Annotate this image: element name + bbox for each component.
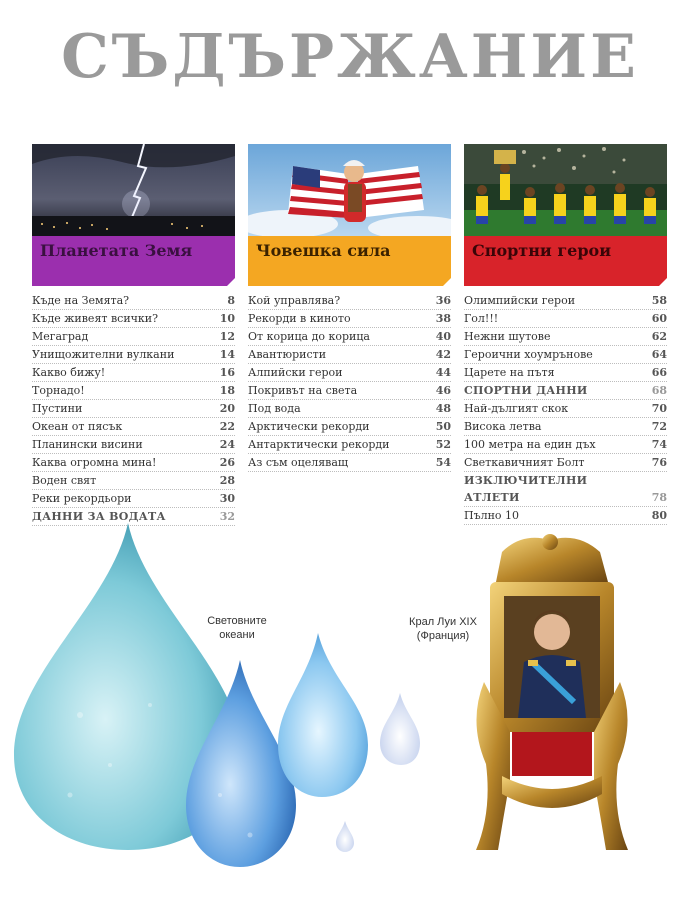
toc-item[interactable]: Най-дългият скок 70 — [464, 400, 667, 418]
toc-list — [464, 292, 667, 525]
right-water-drop — [278, 633, 368, 797]
toc-item[interactable]: Царете на пътя 66 — [464, 364, 667, 382]
toc-item[interactable]: Торнадо! 18 — [32, 382, 235, 400]
toc-item[interactable]: Светкавичният Болт 76 — [464, 454, 667, 472]
toc-item[interactable]: Океан от пясък 22 — [32, 418, 235, 436]
toc-item[interactable]: Гол!!! 60 — [464, 310, 667, 328]
toc-item[interactable]: Къде на Земята? 8 — [32, 292, 235, 310]
climber-with-flag-photo — [248, 144, 451, 236]
toc-item[interactable]: Нежни шутове 62 — [464, 328, 667, 346]
toc-item[interactable]: Антарктически рекорди 52 — [248, 436, 451, 454]
small-water-drop — [380, 693, 420, 765]
toc-item[interactable]: Под вода 48 — [248, 400, 451, 418]
toc-item[interactable]: Алпийски герои 44 — [248, 364, 451, 382]
toc-item[interactable]: Пълно 10 80 — [464, 507, 667, 525]
toc-item[interactable]: ИЗКЛЮЧИТЕЛНИ АТЛЕТИ 78 — [464, 472, 667, 507]
section-band — [32, 236, 235, 286]
toc-item[interactable]: Пустини 20 — [32, 400, 235, 418]
toc-list — [248, 292, 451, 472]
toc-item[interactable]: Олимпийски герои 58 — [464, 292, 667, 310]
toc-item[interactable]: Арктически рекорди 50 — [248, 418, 451, 436]
toc-item[interactable]: Авантюристи 42 — [248, 346, 451, 364]
toc-item[interactable]: Аз съм оцеляващ 54 — [248, 454, 451, 472]
toc-item[interactable]: Къде живеят всички? 10 — [32, 310, 235, 328]
toc-item[interactable]: Унищожителни вулкани 14 — [32, 346, 235, 364]
toc-item[interactable]: ДАННИ ЗА ВОДАТА 32 — [32, 508, 235, 526]
section-title: Планетата Земя — [40, 241, 193, 260]
toc-item[interactable]: Планински висини 24 — [32, 436, 235, 454]
section-human-power — [248, 144, 451, 472]
toc-item[interactable]: Какво бижу! 16 — [32, 364, 235, 382]
toc-item[interactable]: Висока летва 72 — [464, 418, 667, 436]
toc-item[interactable]: Рекорди в киното 38 — [248, 310, 451, 328]
toc-item[interactable]: СПОРТНИ ДАННИ 68 — [464, 382, 667, 400]
toc-item[interactable]: Покривът на света 46 — [248, 382, 451, 400]
football-celebration-photo — [464, 144, 667, 236]
oceans-caption: Световните океани — [207, 615, 267, 641]
page-title: СЪДЪРЖАНИЕ — [61, 22, 639, 92]
toc-item[interactable]: От корица до корица 40 — [248, 328, 451, 346]
toc-list — [32, 292, 235, 526]
toc-item[interactable]: 100 метра на един дъх 74 — [464, 436, 667, 454]
water-drops-illustration — [0, 515, 440, 894]
lightning-storm-photo — [32, 144, 235, 236]
section-band — [464, 236, 667, 286]
section-title: Човешка сила — [256, 241, 391, 260]
tiny-water-drop — [336, 821, 354, 852]
toc-item[interactable]: Каква огромна мина! 26 — [32, 454, 235, 472]
section-band — [248, 236, 451, 286]
toc-item[interactable]: Мегаград 12 — [32, 328, 235, 346]
toc-item[interactable]: Героични хоумрънове 64 — [464, 346, 667, 364]
toc-item[interactable]: Реки рекордьори 30 — [32, 490, 235, 508]
section-title: Спортни герои — [472, 241, 612, 260]
king-portrait-illustration — [462, 532, 642, 862]
section-sport-heroes — [464, 144, 667, 525]
toc-item[interactable]: Кой управлява? 36 — [248, 292, 451, 310]
toc-item[interactable]: Воден свят 28 — [32, 472, 235, 490]
section-planet-earth — [32, 144, 235, 526]
king-caption: Крал Луи XIX (Франция) — [409, 616, 477, 642]
